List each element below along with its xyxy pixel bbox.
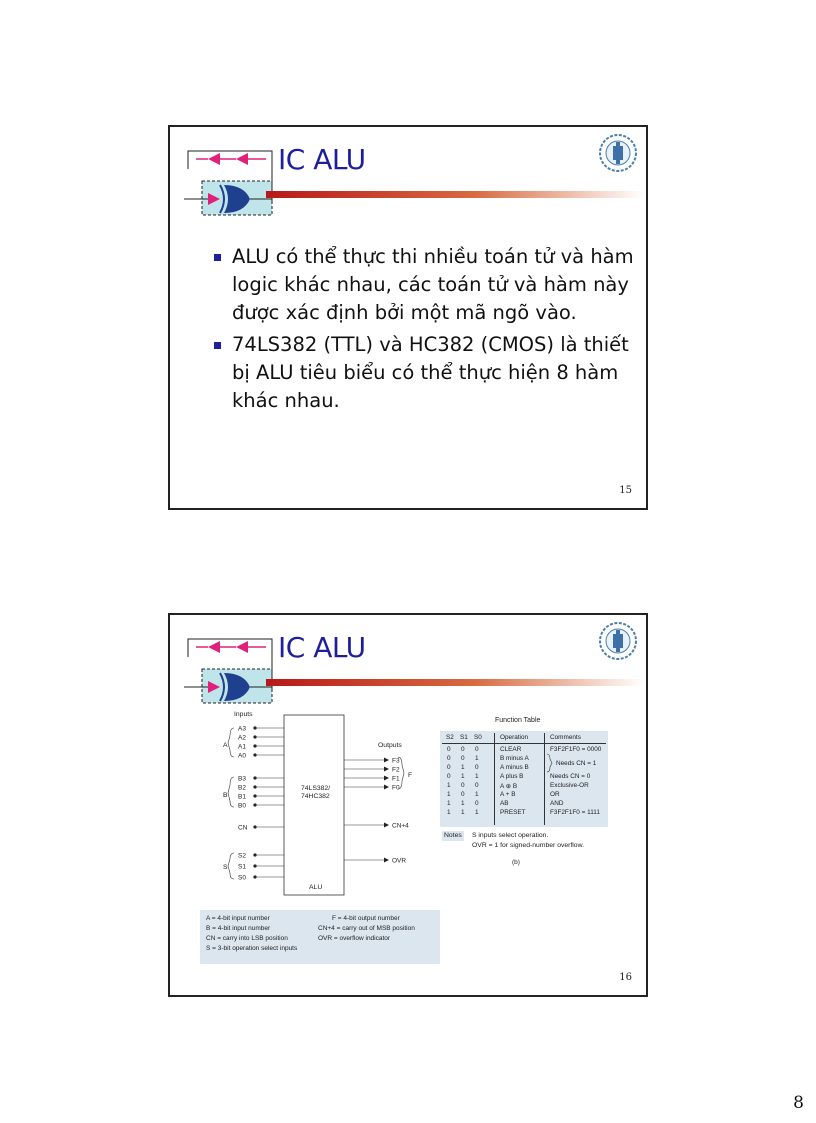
pin-b0-label: B0 [238,802,246,810]
legend-text: S = 3-bit operation select inputs [206,945,298,952]
slide-16 [168,613,648,997]
slide-title: IC ALU [278,143,366,176]
pin-cn-label: CN [238,824,248,832]
table-row: 0 0 0 CLEAR F3F2F1F0 = 0000 [447,746,602,753]
pin-s1 [253,864,284,867]
pin-f1-label: F1 [392,775,400,783]
title-underline [266,679,644,686]
note-line: S inputs select operation. [472,832,549,839]
pin-a2-label: A2 [238,734,246,742]
table-row: 0 1 1 A plus B Needs CN = 0 [447,773,591,780]
legend-text: OVR = overflow indicator [318,935,391,942]
pin-f0 [344,785,389,790]
legend-text: CN = carry into LSB position [206,935,288,942]
pin-b2 [253,785,284,788]
alu-chip-body [284,715,344,895]
table-row: 1 1 1 PRESET F3F2F1F0 = 1111 [447,809,600,816]
pin-a1-label: A1 [238,743,246,751]
table-row: 1 0 1 A + B OR [447,791,560,798]
group-a-label: A [223,742,228,749]
slide-number: 16 [619,972,632,983]
pin-b3 [253,776,284,779]
pin-a0-label: A0 [238,752,246,760]
pin-a3-label: A3 [238,725,246,733]
pin-s2 [253,853,284,856]
table-row: 1 0 0 A ⊕ B Exclusive-OR [447,782,589,790]
pin-b1-label: B1 [238,793,246,801]
slide-15 [168,125,648,510]
table-row: 0 1 0 A minus B Needs CN = 1 [447,760,597,771]
pin-a0 [253,753,284,756]
group-s-label: S [223,864,228,871]
figure-caption: (b) [512,859,520,866]
pin-a3 [253,726,284,729]
chip-name-line1: 74LS382/ [301,785,331,792]
pin-f0-label: F0 [392,784,400,792]
group-f-label: F [408,772,413,779]
pin-s0-label: S0 [238,874,246,882]
function-table-header: S2 S1 S0 Operation Comments [446,734,581,741]
pin-f2 [344,767,389,772]
pin-f2-label: F2 [392,766,400,774]
legend-text: A = 4-bit input number [206,915,270,922]
pin-cn [253,825,284,828]
pin-b1 [253,794,284,797]
bullet-item: ALU có thể thực thi nhiều toán tử và hàm logic khác nhau, các toán tử và hàm này được xác định bởi một mã ngõ vào. [214,243,634,327]
pin-ovr [344,858,389,863]
pin-f1 [344,776,389,781]
inputs-label: Inputs [234,711,253,718]
legend-text: B = 4-bit input number [206,925,271,932]
bullet-item: 74LS382 (TTL) và HC382 (CMOS) là thiết bị ALU tiêu biểu có thể thực hiện 8 hàm khác nhau. [214,331,634,415]
pin-ovr-label: OVR [392,857,407,865]
pin-a1 [253,744,284,747]
function-table [440,731,608,827]
legend-text: CN+4 = carry out of MSB position [318,925,415,932]
bullet-list [214,243,634,419]
logic-gate-logo-icon [184,629,284,711]
pin-cn4 [344,823,389,828]
outputs-label: Outputs [378,742,402,749]
title-underline [266,191,644,198]
pin-s0 [253,875,284,878]
pin-b0 [253,803,284,806]
pin-cn4-label: CN+4 [392,822,409,830]
chip-name-line2: 74HC382 [301,793,330,800]
logic-gate-logo-icon [184,141,284,223]
page-number: 8 [793,1093,804,1113]
university-logo-icon [598,621,638,661]
chip-bottom-label: ALU [309,884,323,891]
notes-label: Notes [444,832,462,839]
needs-brace-icon [546,753,554,773]
f-brace-icon [396,755,412,795]
function-table-title: Function Table [495,717,541,724]
pin-a2 [253,735,284,738]
group-b-label: B [223,792,228,799]
slide-number: 15 [619,485,632,496]
note-line: OVR = 1 for signed-number overflow. [472,842,585,849]
diagram-legend [200,910,440,964]
table-row: 1 1 0 AB AND [447,800,564,807]
pin-b2-label: B2 [238,784,246,792]
university-logo-icon [598,133,638,173]
table-row: 0 0 1 B minus A [447,755,529,762]
pin-f3-label: F3 [392,757,400,765]
legend-text: F = 4-bit output number [332,915,400,922]
alu-block-diagram [198,711,413,903]
pin-s2-label: S2 [238,852,246,860]
pin-b3-label: B3 [238,775,246,783]
pin-f3 [344,758,389,763]
slide-title: IC ALU [278,631,366,664]
pin-s1-label: S1 [238,863,246,871]
